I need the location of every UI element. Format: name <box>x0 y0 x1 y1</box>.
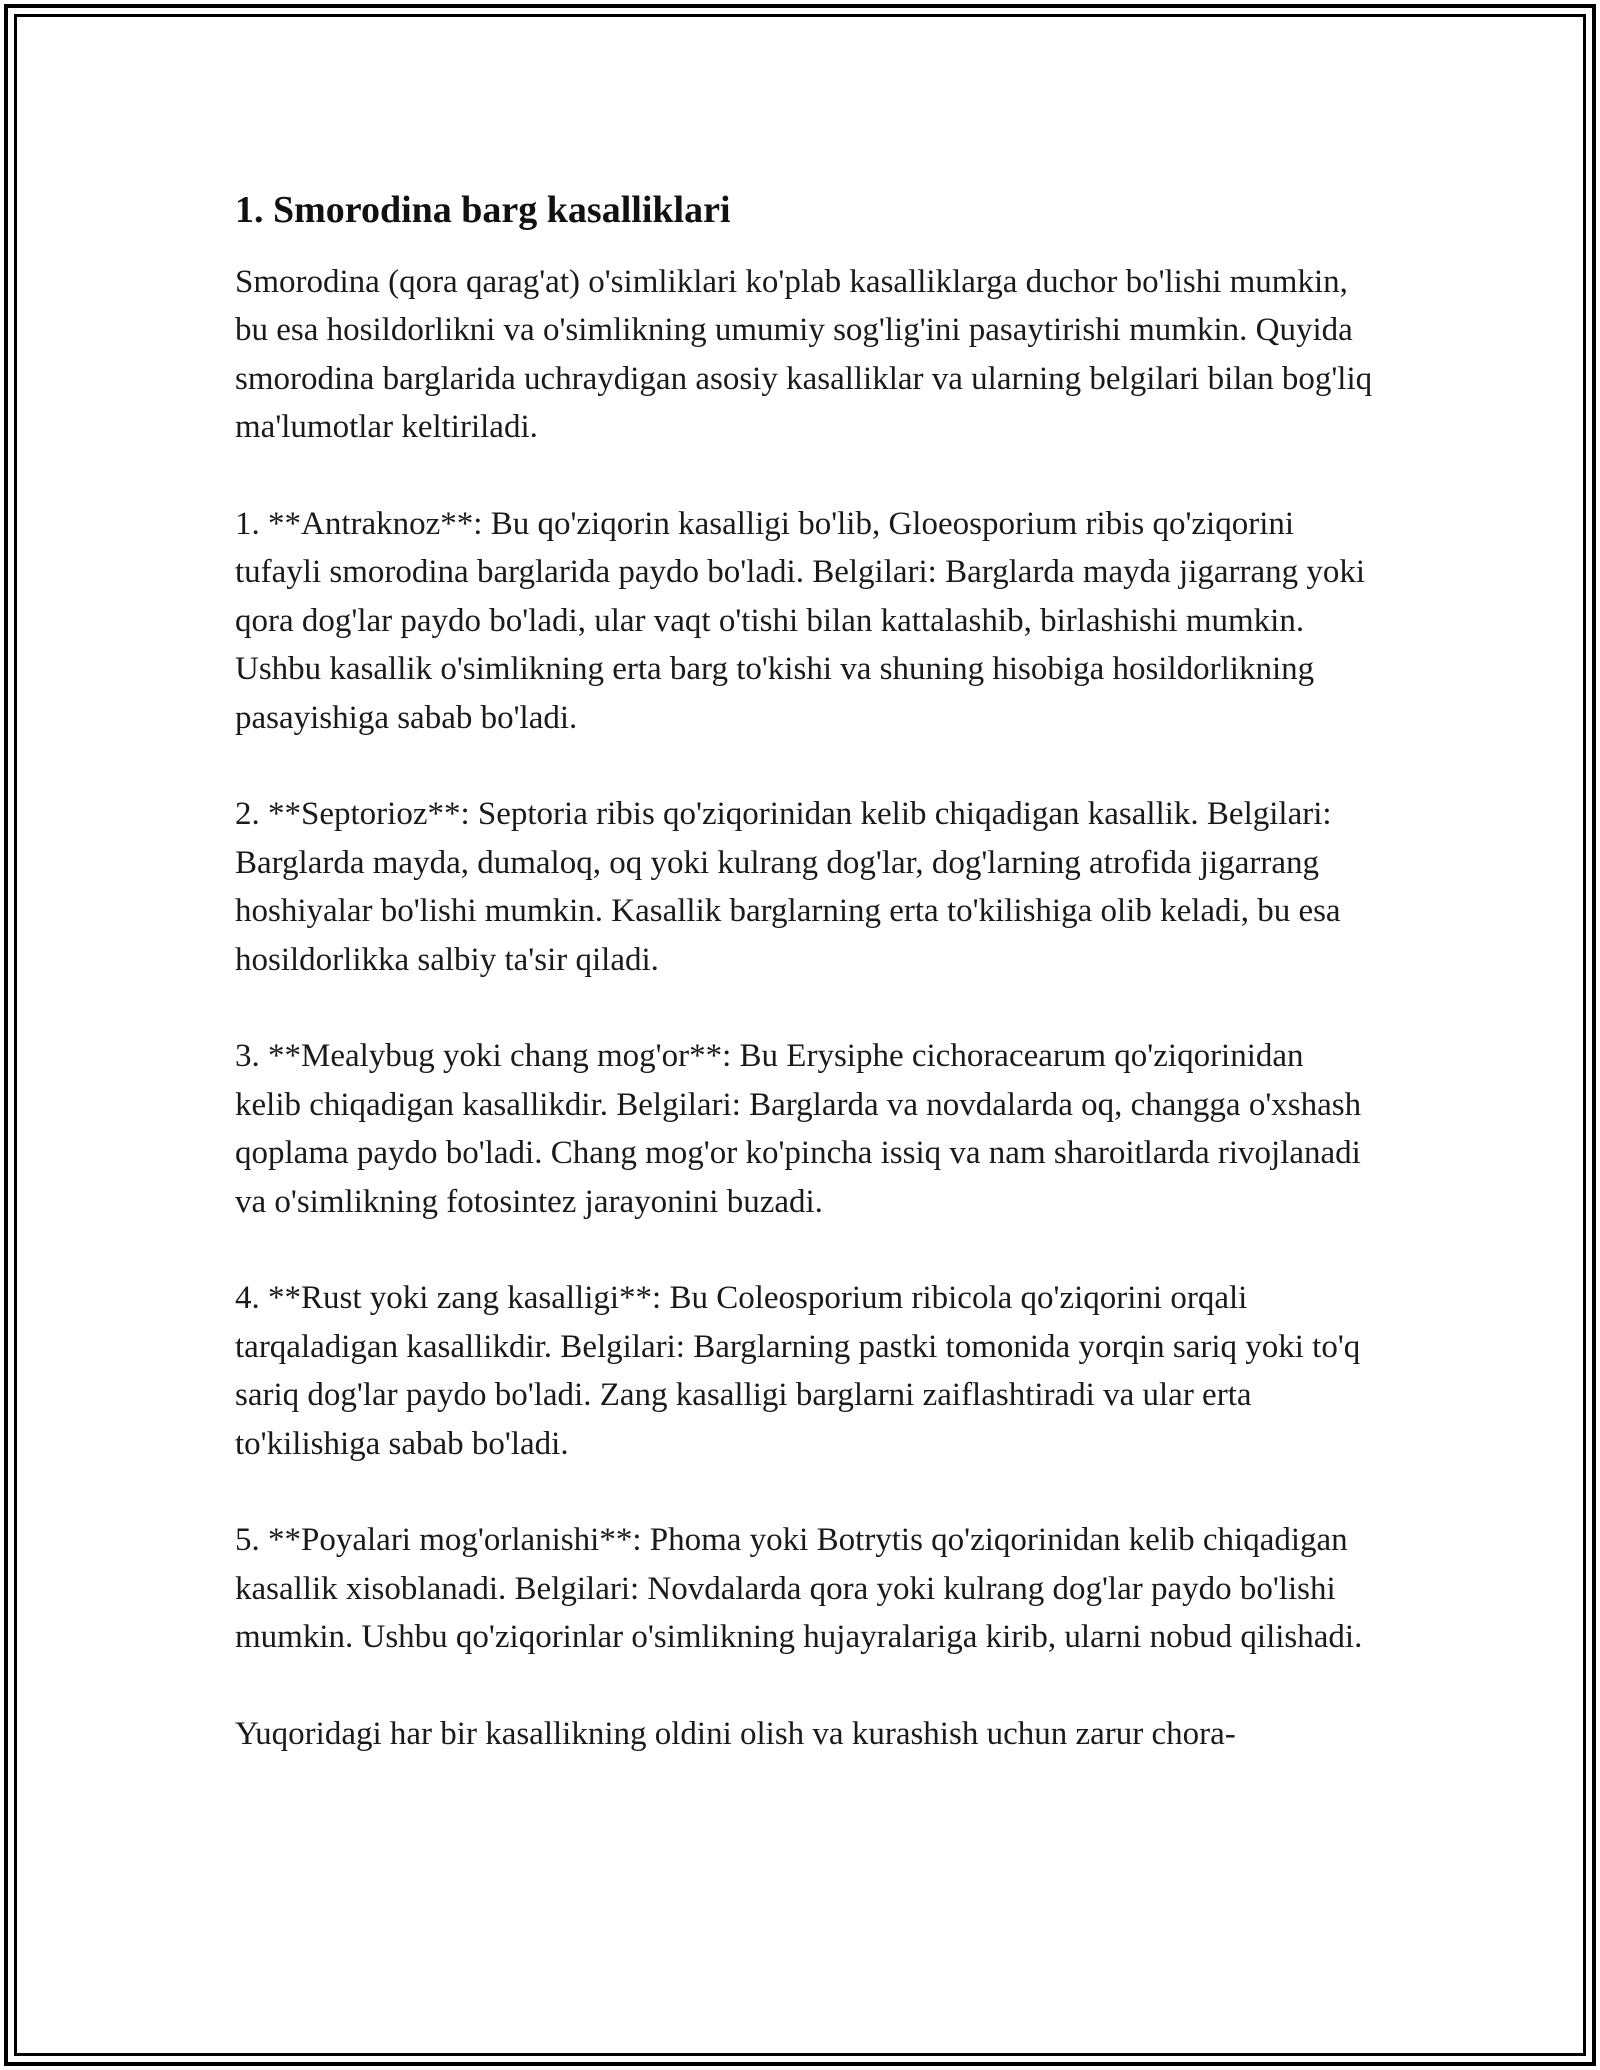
paragraph-chang-mogor: 3. **Mealybug yoki chang mog'or**: Bu Erysiphe cichoracearum qo'ziqorinidan kelib chiqadigan kasallikdir. Belgilari: Barglarda va novdalarda oq, changga o'xshash qoplama paydo bo'ladi. Chang mog'or ko'pincha issiq va nam sharoitlarda rivojlanadi va o'simlikning fotosintez jarayonini buzadi. <box>235 1038 1362 1220</box>
closing-paragraph: Yuqoridagi har bir kasallikning oldini olish va kurashish uchun zarur chora- <box>235 1716 1236 1753</box>
section-heading: 1. Smorodina barg kasalliklari <box>235 189 731 231</box>
intro-paragraph: Smorodina (qora qarag'at) o'simliklari ko'plab kasalliklarga duchor bo'lishi mumkin, bu esa hosildorlikni va o'simlikning umumiy sog'lig'ini pasaytirishi mumkin. Quyida smorodina barglarida uchraydigan asosiy kasalliklar va ularning belgilari bilan bog'liq ma'lumotlar keltiriladi. <box>235 264 1373 446</box>
document-body <box>235 186 1375 1807</box>
paragraph-poyalari-mogorlanishi: 5. **Poyalari mog'orlanishi**: Phoma yoki Botrytis qo'ziqorinidan kelib chiqadigan kasallik xisoblanadi. Belgilari: Novdalarda qora yoki kulrang dog'lar paydo bo'lishi mumkin. Ushbu qo'ziqorinlar o'simlikning hujayralariga kirib, ularni nobud qilishadi. <box>235 1522 1363 1656</box>
paragraph-septorioz: 2. **Septorioz**: Septoria ribis qo'ziqorinidan kelib chiqadigan kasallik. Belgilari: Barglarda mayda, dumaloq, oq yoki kulrang dog'lar, dog'larning atrofida jigarrang hoshiyalar bo'lishi mumkin. Kasallik barglarning erta to'kilishiga olib keladi, bu esa hosildorlikka salbiy ta'sir qiladi. <box>235 796 1341 978</box>
paragraph-antraknoz: 1. **Antraknoz**: Bu qo'ziqorin kasalligi bo'lib, Gloeosporium ribis qo'ziqorini tufayli smorodina barglarida paydo bo'ladi. Belgilari: Barglarda mayda jigarrang yoki qora dog'lar paydo bo'ladi, ular vaqt o'tishi bilan kattalashib, birlashishi mumkin. Ushbu kasallik o'simlikning erta barg to'kishi va shuning hisobiga hosildorlikning pasayishiga sabab bo'ladi. <box>235 506 1366 736</box>
paragraph-zang-kasalligi: 4. **Rust yoki zang kasalligi**: Bu Coleosporium ribicola qo'ziqorini orqali tarqaladigan kasallikdir. Belgilari: Barglarning pastki tomonida yorqin sariq yoki to'q sariq dog'lar paydo bo'ladi. Zang kasalligi barglarni zaiflashtiradi va ular erta to'kilishiga sabab bo'ladi. <box>235 1280 1361 1462</box>
